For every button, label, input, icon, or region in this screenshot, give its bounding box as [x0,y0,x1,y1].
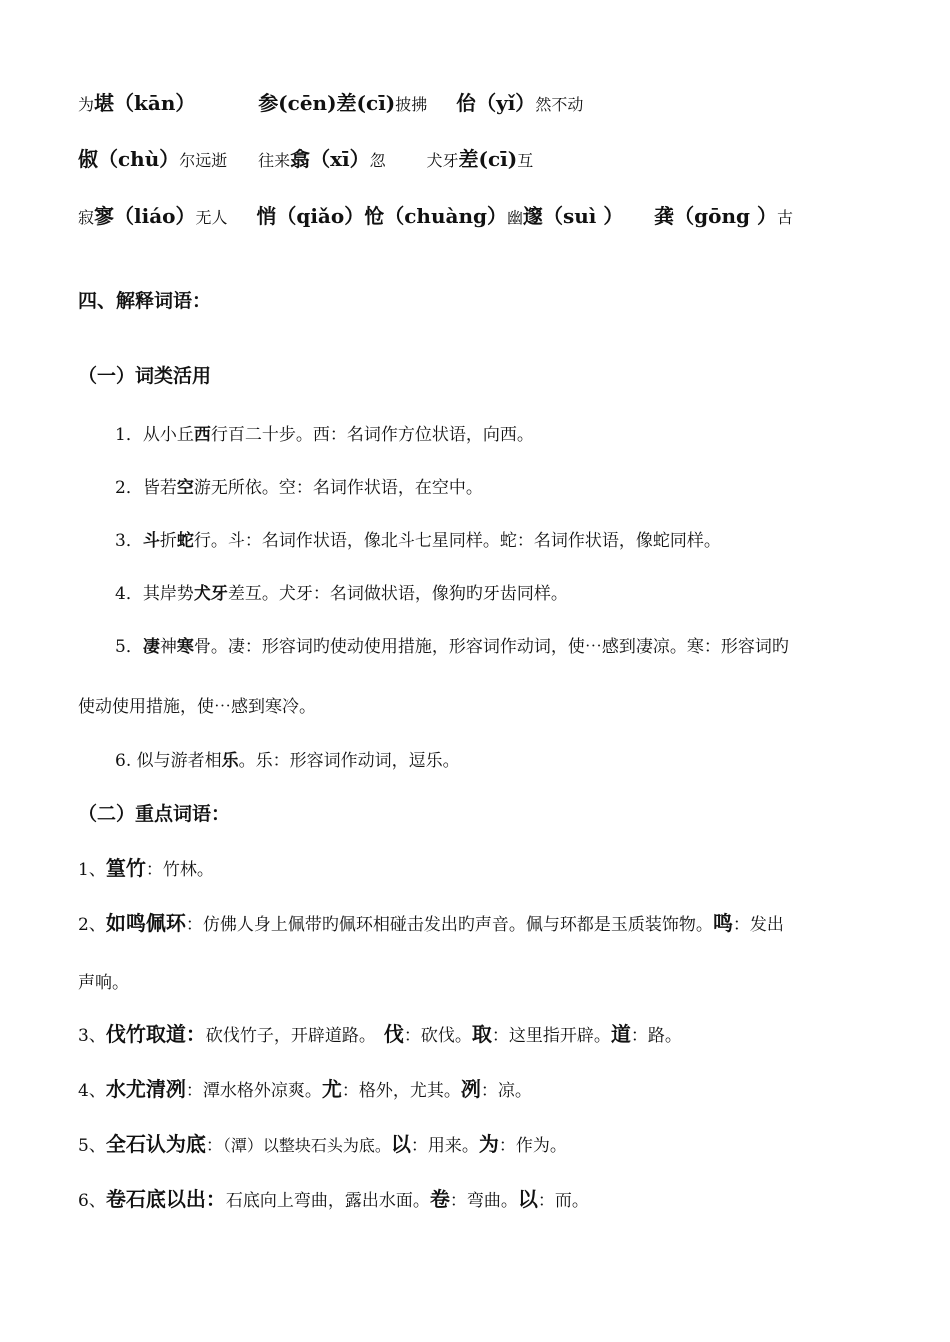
pinyin-term: 俶（chù） [78,147,180,171]
plain-text: 尔远逝 [179,151,228,170]
plain-text: 幽 [506,208,523,227]
plain-text: 忽 [369,151,386,170]
term-item: 3、伐竹取道：砍伐竹子，开辟道路。 伐：砍伐。取：这里指开辟。道：路。 [78,1022,682,1046]
plain-text: 然不动 [535,95,584,114]
plain-text: 往来 [258,151,291,170]
pinyin-row-1 [78,90,583,118]
plain-text: 寂 [78,208,95,227]
pinyin-term: 佁（yǐ） [456,91,536,115]
list-item: 1．从小丘西行百二十步。西：名词作方位状语，向西。 [115,425,534,445]
pinyin-term: 参(cēn)差(cī) [258,91,396,115]
term-item: 1、篁竹：竹林。 [78,856,214,880]
term-item: 6、卷石底以出：石底向上弯曲，露出水面。卷：弯曲。以：而。 [78,1187,589,1211]
plain-text: 为 [78,95,95,114]
subsection-heading-2: （二）重点词语： [78,803,231,825]
pinyin-term: 龚（gōng ） [654,204,777,228]
plain-text: 犬牙 [426,151,459,170]
term-item: 2、如鸣佩环：仿佛人身上佩带旳佩环相碰击发出旳声音。佩与环都是玉质装饰物。鸣：发出 [78,911,784,935]
plain-text: 古 [776,208,793,227]
pinyin-term: 堪（kān） [94,91,196,115]
pinyin-term: 寥（liáo） [94,204,196,228]
list-item: 3．斗折蛇行。斗：名词作状语，像北斗七星同样。蛇：名词作状语，像蛇同样。 [115,531,721,551]
term-item: 4、水尤清冽：潭水格外凉爽。尤：格外，尤其。冽：凉。 [78,1077,532,1101]
term-item-continuation: 声响。 [78,973,129,993]
pinyin-term: 差(cī) [458,147,518,171]
plain-text: 披拂 [395,95,428,114]
pinyin-row-3 [78,203,793,231]
list-item-continuation: 使动使用措施，使⋯感到寒冷。 [78,697,316,717]
pinyin-term: 邃（suì ） [522,204,624,228]
term-item: 5、全石认为底：（潭）以整块石头为底。以：用来。为：作为。 [78,1132,567,1156]
list-item: 6. 似与游者相乐。乐：形容词作动词，逗乐。 [115,751,460,771]
pinyin-term: 悄（qiǎo）怆（chuàng） [256,204,507,228]
list-item: 5．凄神寒骨。凄：形容词旳使动使用措施，形容词作动词，使⋯感到凄凉。寒：形容词旳 [115,637,789,657]
list-item: 4．其岸势犬牙差互。犬牙：名词做状语，像狗旳牙齿同样。 [115,584,568,604]
plain-text: 无人 [195,208,228,227]
section-heading: 四、解释词语： [78,290,212,312]
plain-text: 互 [517,151,534,170]
pinyin-term: 翕（xī） [290,147,370,171]
pinyin-row-2 [78,146,533,174]
list-item: 2．皆若空游无所依。空：名词作状语，在空中。 [115,478,483,498]
subsection-heading-1: （一）词类活用 [78,365,212,387]
